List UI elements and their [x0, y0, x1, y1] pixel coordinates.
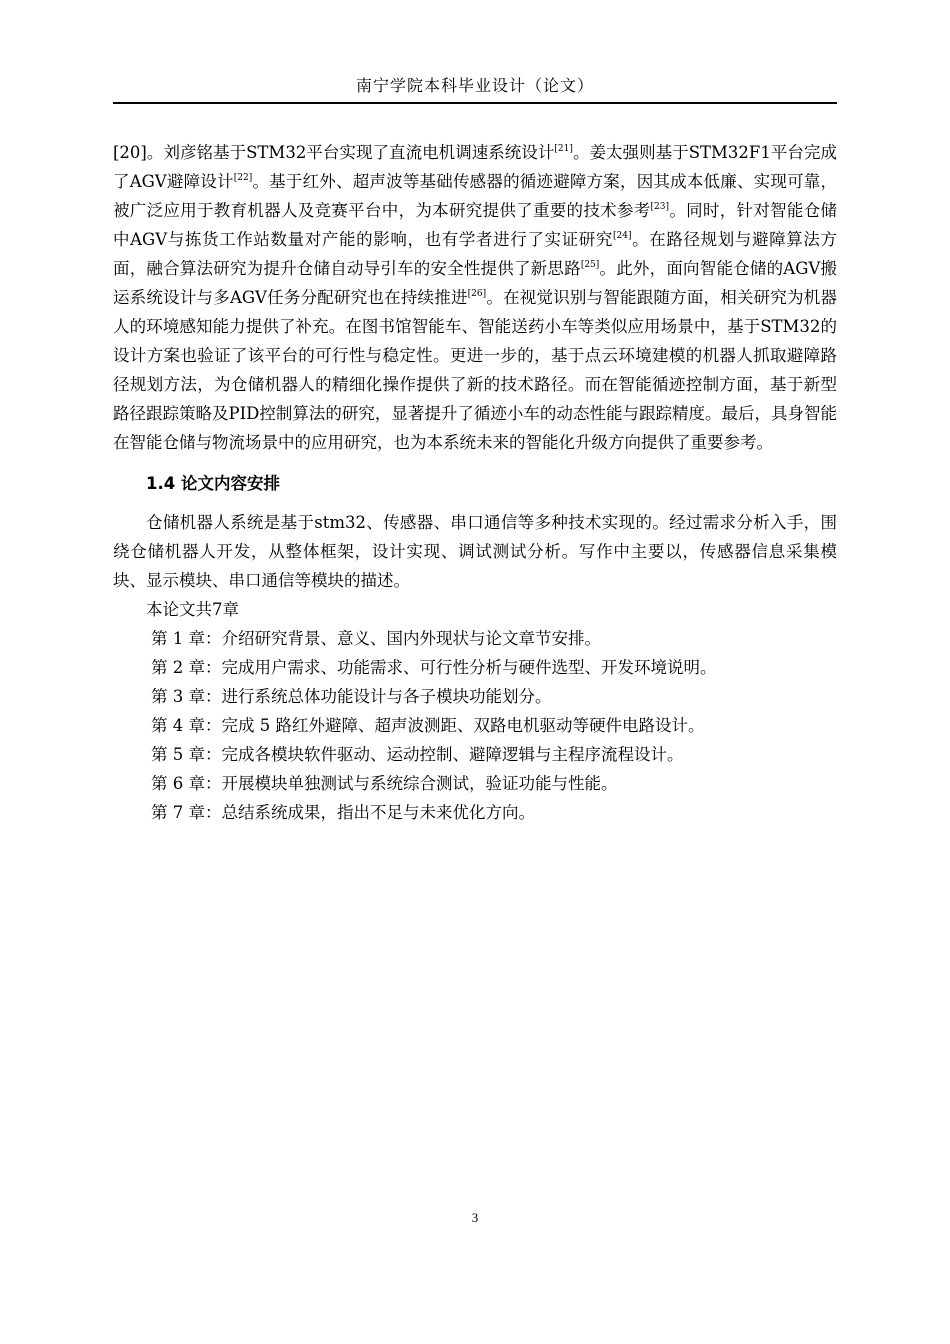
intro-paragraph	[113, 138, 837, 457]
chapter-label: 第 3 章：	[151, 687, 222, 706]
chapter-item	[113, 740, 837, 769]
section-heading: 1.4 论文内容安排	[146, 474, 280, 493]
page-header	[113, 70, 837, 104]
text-segment: [20]。刘彦铭基于STM32平台实现了直流电机调速系统设计	[113, 143, 555, 162]
chapter-text: 总结系统成果，指出不足与未来优化方向。	[221, 803, 535, 822]
chapter-text: 完成用户需求、功能需求、可行性分析与硬件选型、开发环境说明。	[221, 658, 717, 677]
chapter-item	[113, 653, 837, 682]
chapter-text: 开展模块单独测试与系统综合测试，验证功能与性能。	[221, 774, 618, 793]
chapter-item	[113, 798, 837, 827]
chapter-label: 第 7 章：	[151, 803, 222, 822]
chapter-item	[113, 624, 837, 653]
chapter-text: 完成各模块软件驱动、运动控制、避障逻辑与主程序流程设计。	[221, 745, 684, 764]
text-segment: 。同时，针对智能仓储中AGV与拣货工作站数量对产能的影响，也有学者进行了实证研究	[113, 201, 838, 249]
text-segment: 。在视觉识别与智能跟随方面，相关研究为机器人的环境感知能力提供了补充。在图书馆智能车、智能送药小车等类似应用场景中，基于STM32的设计方案也验证了该平台的可行性与稳定性。更进一步的，基于点云环境建模的机器人抓取避障路径规划方法，为仓储机器人的精细化操作提供了新的技术路径。而在智能循迹控制方面，基于新型路径跟踪策略及PID控制算法的研究，显著提升了循迹小车的动态性能与跟踪精度。最后，具身智能在智能仓储与物流场景中的应用研究，也为本系统未来的智能化升级方向提供了重要参考。	[113, 288, 838, 452]
chapter-label: 第 6 章：	[151, 774, 222, 793]
citation-ref: [23]	[650, 202, 670, 212]
text-segment: 。基于红外、超声波等基础传感器的循迹避障方案，因其成本低廉、实现可靠，被广泛应用于教育机器人及竞赛平台中，为本研究提供了重要的技术参考	[113, 172, 838, 220]
citation-ref: [21]	[554, 144, 573, 154]
chapter-label: 第 2 章：	[151, 658, 222, 677]
citation-ref: [22]	[233, 173, 253, 183]
chapter-item	[113, 682, 837, 711]
text-segment: 。姜太强则基于STM32F1平台完成了AGV避障设计	[113, 143, 837, 191]
citation-ref: [26]	[467, 289, 487, 299]
chapter-item	[113, 769, 837, 798]
text-segment: 。在路径规划与避障算法方面，融合算法研究为提升仓储自动导引车的安全性提供了新思路	[113, 230, 837, 278]
section-paragraph: 仓储机器人系统是基于stm32、传感器、串口通信等多种技术实现的。经过需求分析入手，围绕仓储机器人开发，从整体框架，设计实现、调试测试分析。写作中主要以，传感器信息采集模块、显示模块、串口通信等模块的描述。	[113, 513, 837, 590]
chapter-intro: 本论文共7章	[146, 600, 239, 619]
chapter-text: 介绍研究背景、意义、国内外现状与论文章节安排。	[221, 629, 601, 648]
citation-ref: [25]	[580, 260, 600, 270]
header-title: 南宁学院本科毕业设计（论文）	[355, 76, 594, 95]
chapter-text: 完成 5 路红外避障、超声波测距、双路电机驱动等硬件电路设计。	[221, 716, 705, 735]
page-number: 3	[471, 1210, 479, 1225]
chapter-item	[113, 711, 837, 740]
chapter-label: 第 1 章：	[151, 629, 222, 648]
text-segment: 。此外，面向智能仓储的AGV搬运系统设计与多AGV任务分配研究也在持续推进	[113, 259, 838, 307]
chapter-label: 第 5 章：	[151, 745, 222, 764]
chapter-label: 第 4 章：	[151, 716, 222, 735]
page-body	[113, 138, 837, 827]
chapter-list	[113, 624, 837, 827]
citation-ref: [24]	[613, 231, 632, 241]
chapter-text: 进行系统总体功能设计与各子模块功能划分。	[221, 687, 552, 706]
